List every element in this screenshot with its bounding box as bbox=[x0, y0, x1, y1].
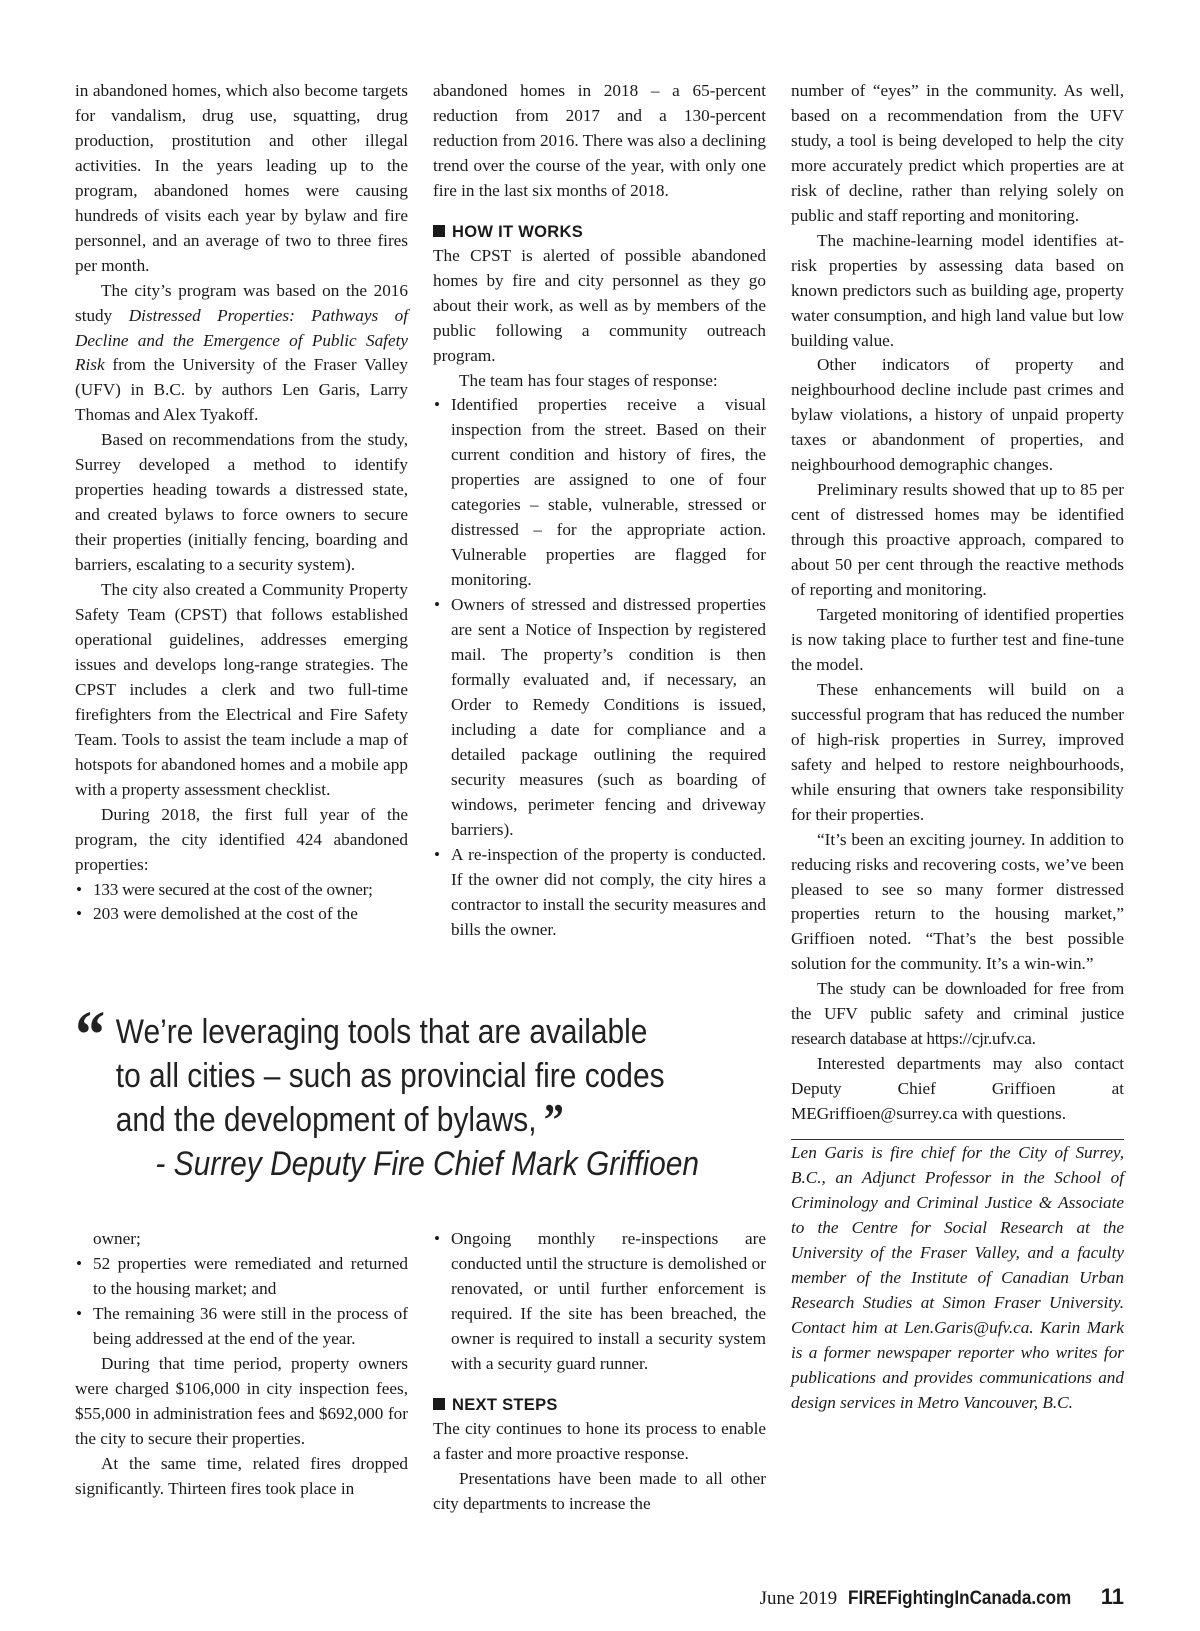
paragraph: number of “eyes” in the community. As well, based on a recommendation from the UFV study, a tool is being developed to help the city more accurately predict which properties are at risk of decline, rather than relying solely on public and staff reporting and monitoring. bbox=[791, 81, 1124, 225]
paragraph: These enhancements will build on a successful program that has reduced the number of high-risk properties in Surrey, improved safety and helped to restore neighbourhoods, while ensuring that owners take responsibility for their properties. bbox=[791, 679, 1124, 824]
pull-quote-line: We’re leveraging tools that are available bbox=[115, 1013, 648, 1051]
list-item: • 52 properties were remediated and returned to the housing market; and bbox=[75, 1252, 408, 1302]
paragraph: Interested departments may also contact Deputy Chief Griffioen at MEGriffioen@surrey.ca with questions. bbox=[791, 1054, 1124, 1124]
paragraph: During that time period, property owners were charged $106,000 in city inspection fees, $55,000 in administration fees and $692,000 for the city to secure their properties. bbox=[75, 1353, 408, 1448]
list-item: • A re-inspection of the property is conducted. If the owner did not comply, the city hires a contractor to install the security measures and bills the owner. bbox=[433, 843, 766, 943]
paragraph: in abandoned homes, which also become targets for vandalism, drug use, squatting, drug production, prostitution and other illegal activities. In the years leading up to the program, abandoned homes were causing hundreds of visits each year by bylaw and fire personnel, and an average of two to three fires per month. bbox=[75, 81, 408, 275]
page-footer bbox=[760, 1585, 1124, 1611]
bullet-list bbox=[433, 393, 766, 942]
paragraph: Based on recommendations from the study, Surrey developed a method to identify properties heading towards a distressed state, and created bylaws to force owners to secure their properties (initially fencing, boarding and barriers, escalating to a security system). bbox=[75, 430, 408, 575]
bullet-list bbox=[75, 878, 408, 928]
section-heading bbox=[433, 1393, 766, 1417]
paragraph-text: from the University of the Fraser Valley (UFV) in B.C. by authors Len Garis, Larry Thomas and Alex Tyakoff. bbox=[75, 355, 408, 425]
study-title: Distressed Properties: Pathways of Decline and the Emergence of Public Safety Risk bbox=[75, 305, 409, 375]
paragraph: “It’s been an exciting journey. In addition to reducing risks and recovering costs, we’ve been pleased to see so many former distressed properties return to the housing market,” Griffioen noted. “That’s the best possible solution for the community. It’s a win-win.” bbox=[791, 829, 1124, 974]
column-2-bottom bbox=[433, 1227, 766, 1517]
square-bullet-icon bbox=[433, 225, 445, 237]
author-bio: Len Garis is fire chief for the City of Surrey, B.C., an Adjunct Professor in the School of Criminology and Criminal Justice & Associate to the Centre for Social Research at the University of the Fraser Valley, and a faculty member of the Institute of Canadian Urban Research Studies at Simon Fraser University. Contact him at Len.Garis@ufv.ca. Karin Mark is a former newspaper reporter who writes for publications and provides communications and design services in Metro Vancouver, B.C. bbox=[791, 1143, 1124, 1412]
close-quote-mark: ” bbox=[543, 1094, 564, 1145]
list-item: • Ongoing monthly re-inspections are conducted until the structure is demolished or renovated, or until further enforcement is required. If the site has been breached, the owner is required to install a security system with a security guard runner. bbox=[433, 1227, 766, 1377]
paragraph: abandoned homes in 2018 – a 65-percent reduction from 2017 and a 130-percent reduction from 2016. There was also a declining trend over the course of the year, with only one fire in the last six months of 2018. bbox=[433, 81, 766, 200]
paragraph-text: The city’s program was based on the 2016 study bbox=[75, 280, 408, 325]
section-heading bbox=[433, 220, 766, 244]
paragraph: The machine-learning model identifies at-risk properties by assessing data based on known predictors such as building age, property water consumption, and high land value but low building value. bbox=[791, 230, 1124, 350]
bullet-list bbox=[433, 1227, 766, 1377]
paragraph bbox=[75, 279, 408, 429]
pull-quote bbox=[70, 996, 700, 1186]
paragraph: Preliminary results showed that up to 85 per cent of distressed homes may be identified through this proactive approach, compared to about 50 per cent through the reactive methods of reporting and monitoring. bbox=[791, 480, 1124, 600]
list-item: • 133 were secured at the cost of the owner; bbox=[75, 878, 408, 903]
open-quote-mark: “ bbox=[75, 996, 106, 1072]
paragraph: Targeted monitoring of identified properties is now taking place to further test and fine-tune the model. bbox=[791, 605, 1124, 674]
paragraph: The city also created a Community Property Safety Team (CPST) that follows established operational guidelines, addresses emerging issues and develops long-range strategies. The CPST includes a clerk and two full-time firefighters from the Electrical and Fire Safety Team. Tools to assist the team include a map of hotspots for abandoned homes and a mobile app with a property assessment checklist. bbox=[75, 580, 408, 799]
magazine-website: FIREFightingInCanada.com bbox=[847, 1588, 1072, 1609]
paragraph: Presentations have been made to all other city departments to increase the bbox=[433, 1468, 766, 1513]
list-item: • The remaining 36 were still in the process of being addressed at the end of the year. bbox=[75, 1302, 408, 1352]
list-item: • Identified properties receive a visual inspection from the street. Based on their current condition and history of fires, the properties are assigned to one of four categories – stable, vulnerable, stressed or distressed – for the appropriate action. Vulnerable properties are flagged for monitoring. bbox=[433, 393, 766, 593]
column-3 bbox=[791, 79, 1124, 1416]
column-1-bottom bbox=[75, 1227, 408, 1501]
list-item-continued: owner; bbox=[93, 1229, 141, 1248]
paragraph: During 2018, the first full year of the program, the city identified 424 abandoned properties: bbox=[75, 804, 408, 874]
paragraph: At the same time, related fires dropped significantly. Thirteen fires took place in bbox=[75, 1453, 408, 1498]
paragraph: Other indicators of property and neighbourhood decline include past crimes and bylaw violations, a history of unpaid property taxes or abandonment of properties, and neighbourhood demographic changes. bbox=[791, 355, 1124, 475]
bullet-list bbox=[75, 1227, 408, 1352]
pull-quote-line bbox=[70, 1094, 686, 1145]
pull-quote-attribution: - Surrey Deputy Fire Chief Mark Griffioen bbox=[155, 1145, 700, 1183]
list-item: • 203 were demolished at the cost of the bbox=[75, 902, 408, 927]
section-heading-text: HOW IT WORKS bbox=[452, 222, 583, 241]
paragraph: The team has four stages of response: bbox=[459, 370, 718, 390]
column-2-top bbox=[433, 79, 766, 942]
column-1-top bbox=[75, 79, 408, 927]
pull-quote-text: and the development of bylaws, bbox=[115, 1101, 537, 1139]
issue-date: June 2019 bbox=[759, 1588, 838, 1609]
page-number: 11 bbox=[1100, 1584, 1124, 1609]
paragraph: The city continues to hone its process to enable a faster and more proactive response. bbox=[433, 1418, 766, 1463]
square-bullet-icon bbox=[433, 1398, 445, 1410]
section-heading-text: NEXT STEPS bbox=[452, 1395, 558, 1414]
list-item: • Owners of stressed and distressed properties are sent a Notice of Inspection by registered mail. The property’s condition is then formally evaluated and, if necessary, an Order to Remedy Conditions is issued, including a date for compliance and a detailed package outlining the required security measures (such as boarding of windows, perimeter fencing and driveway barriers). bbox=[433, 593, 766, 843]
paragraph: The CPST is alerted of possible abandoned homes by fire and city personnel as they go about their work, as well as by members of the public following a community outreach program. bbox=[433, 245, 766, 365]
paragraph: The study can be downloaded for free from the UFV public safety and criminal justice research database at https://cjr.ufv.ca. bbox=[791, 979, 1124, 1049]
pull-quote-line: to all cities – such as provincial fire codes bbox=[115, 1057, 665, 1095]
